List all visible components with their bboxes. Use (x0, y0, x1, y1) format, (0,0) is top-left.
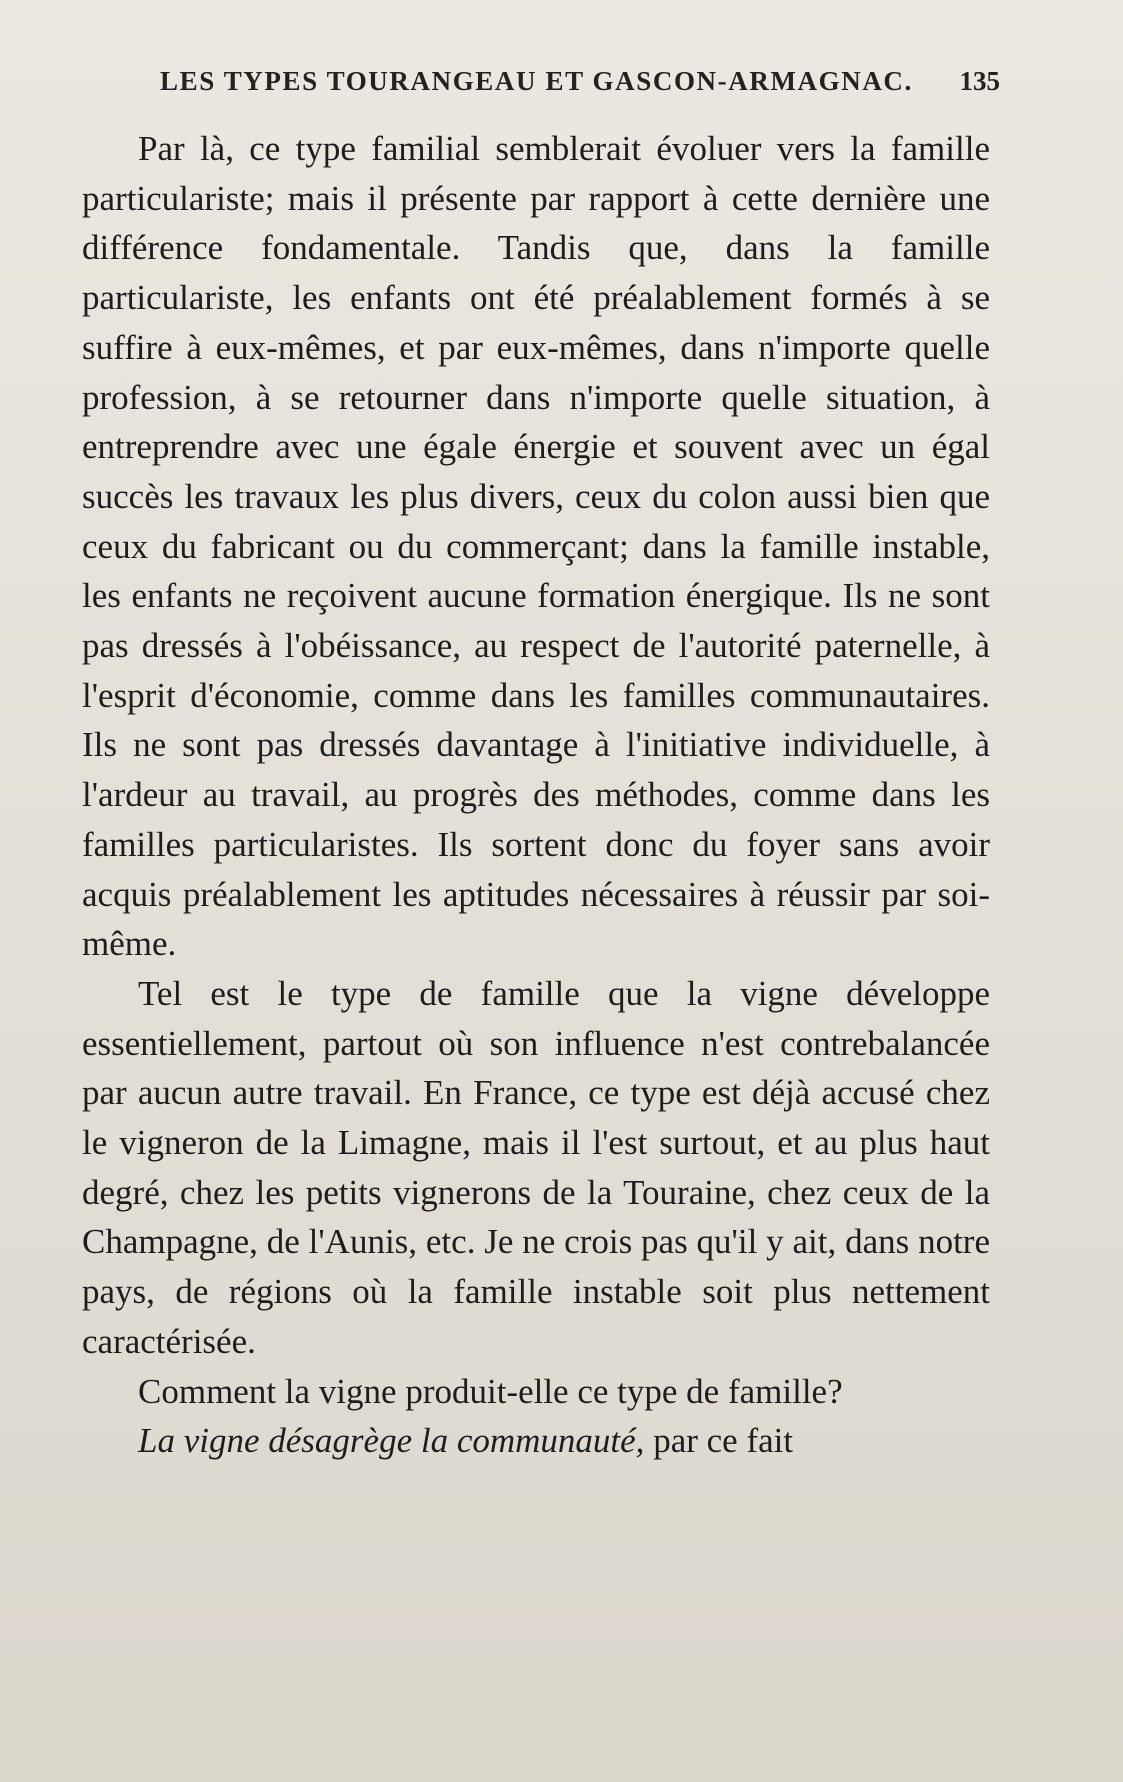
running-head (160, 66, 1000, 97)
running-title: LES TYPES TOURANGEAU ET GASCON-ARMAGNAC. (160, 66, 913, 96)
body-text (82, 124, 990, 1466)
paragraph-3: Comment la vigne produit-elle ce type de famille? (138, 1371, 843, 1411)
paragraph-2: Tel est le type de famille que la vigne développe essentiellement, partout où son influence n'est contrebalancée par aucun autre travail. En France, ce type est déjà accusé chez le vigneron de la Limagne, mais il l'est surtout, et au plus haut degré, chez les petits vignerons de la Touraine, chez ceux de la Champagne, de l'Aunis, etc. Je ne crois pas qu'il y ait, dans notre pays, de régions où la famille instable soit plus nettement caractérisée. (82, 973, 990, 1361)
paragraph-4-rest: par ce fait (644, 1421, 794, 1461)
paragraph-4-italic: La vigne désagrège la communauté, (138, 1421, 645, 1461)
page-number: 135 (959, 66, 1000, 96)
paragraph-4 (82, 1416, 990, 1466)
paragraph-1: Par là, ce type familial semblerait évoluer vers la famille particulariste; mais il présente par rapport à cette dernière une différence fondamentale. Tandis que, dans la famille particulariste, les enfants ont été préalablement formés à se suffire à eux-mêmes, et par eux-mêmes, dans n'importe quelle profession, à se retourner dans n'importe quelle situation, à entreprendre avec une égale énergie et souvent avec un égal succès les travaux les plus divers, ceux du colon aussi bien que ceux du fabricant ou du commerçant; dans la famille instable, les enfants ne reçoivent aucune formation énergique. Ils ne sont pas dressés à l'obéissance, au respect de l'autorité paternelle, à l'esprit d'économie, comme dans les familles communautaires. Ils ne sont pas dressés davantage à l'initiative individuelle, à l'ardeur au travail, au progrès des méthodes, comme dans les familles particularistes. Ils sortent donc du foyer sans avoir acquis préalablement les aptitudes nécessaires à réussir par soi-même. (82, 129, 990, 964)
